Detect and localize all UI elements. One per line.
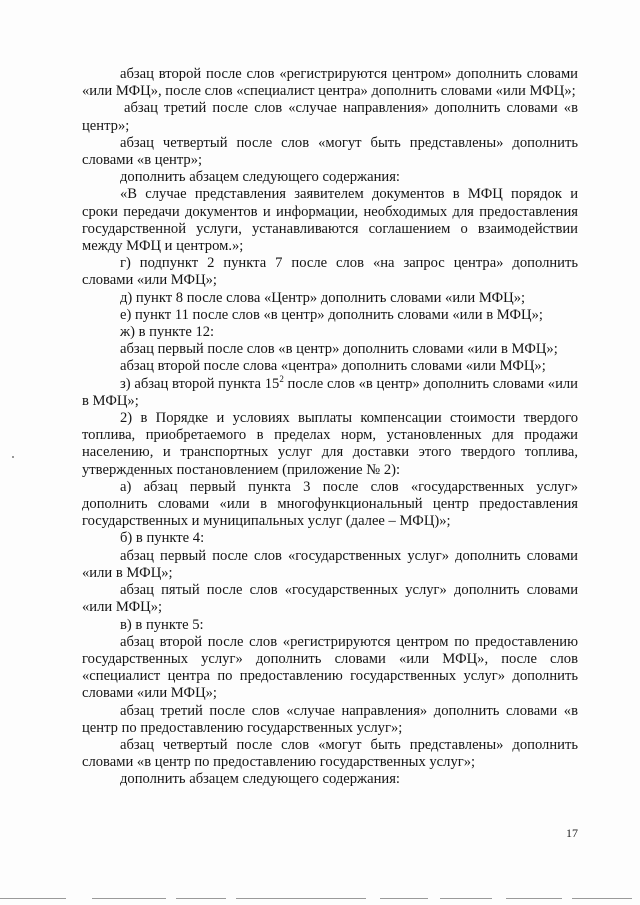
paragraph: абзац пятый после слов «государственных услуг» дополнить словами «или МФЦ»; xyxy=(82,582,578,616)
paragraph: дополнить абзацем следующего содержания: xyxy=(120,771,400,788)
paragraph-text-before: з) абзац второй пункта 15 xyxy=(120,375,280,392)
paragraph-with-superscript xyxy=(82,373,578,410)
scan-edge-line xyxy=(92,898,166,899)
paragraph: абзац второй после слов «регистрируются центром» дополнить словами «или МФЦ», после слов «специалист центра» дополнить словами «или МФЦ»; xyxy=(82,66,578,100)
paragraph: абзац третий после слов «случае направления» дополнить словами «в центр»; xyxy=(82,100,578,134)
paragraph: абзац четвертый после слов «могут быть представлены» дополнить словами «в центр по предоставлению государственных услуг»; xyxy=(82,736,578,771)
paragraph: д) пункт 8 после слова «Центр» дополнить словами «или МФЦ»; xyxy=(120,289,526,306)
paragraph: в) в пункте 5: xyxy=(120,616,204,633)
paragraph: абзац второй после слова «центра» дополнить словами «или МФЦ»; xyxy=(120,358,546,375)
paragraph: а) абзац первый пункта 3 после слов «государственных услуг» дополнить словами «или в многофункциональный центр предоставления государственных и муниципальных услуг (далее – МФЦ)»; xyxy=(82,478,578,530)
paragraph: г) подпункт 2 пункта 7 после слов «на запрос центра» дополнить словами «или МФЦ»; xyxy=(82,255,578,289)
paragraph: абзац третий после слов «случае направления» дополнить словами «в центр по предоставлению государственных услуг»; xyxy=(82,702,578,736)
scan-edge-line xyxy=(380,898,428,899)
scan-edge-line xyxy=(0,898,66,899)
paragraph: ж) в пункте 12: xyxy=(120,324,215,341)
paragraph: 2) в Порядке и условиях выплаты компенсации стоимости твердого топлива, приобретаемого в пределах норм, установленных для продажи населению, и транспортных услуг для доставки этого твердого топлива, утвержденных постановлением (приложение № 2): xyxy=(82,410,578,478)
superscript: 2 xyxy=(279,373,284,384)
scan-edge-line xyxy=(440,898,492,899)
margin-mark xyxy=(12,456,14,458)
quoted-paragraph: «В случае представления заявителем документов в МФЦ порядок и сроки передачи документов и информации, необходимых для предоставления государственной услуги, устанавливаются соглашением о взаимодействии между МФЦ и центром.»; xyxy=(82,186,578,255)
document-body xyxy=(82,66,578,789)
paragraph: б) в пункте 4: xyxy=(120,530,205,547)
scan-edge-line xyxy=(572,898,632,899)
scan-edge-line xyxy=(506,898,562,899)
paragraph: абзац первый после слов «государственных услуг» дополнить словами «или в МФЦ»; xyxy=(82,547,578,581)
paragraph: абзац четвертый после слов «могут быть представлены» дополнить словами «в центр»; xyxy=(82,134,578,169)
paragraph: абзац второй после слов «регистрируются центром по предоставлению государственных услуг» дополнить словами «или МФЦ», после слов «специалист центра по предоставлению государственных услуг» дополнить словами «или МФЦ»; xyxy=(82,633,578,702)
paragraph-text-after: после слов «в центр» дополнить словами «или в МФЦ»; xyxy=(82,375,578,409)
paragraph: е) пункт 11 после слов «в центр» дополнить словами «или в МФЦ»; xyxy=(120,306,543,323)
scan-edge-line xyxy=(176,898,226,899)
page-number: 17 xyxy=(566,826,578,840)
paragraph: дополнить абзацем следующего содержания: xyxy=(120,169,400,186)
paragraph: абзац первый после слов «в центр» дополнить словами «или в МФЦ»; xyxy=(120,341,558,358)
scan-edge-line xyxy=(236,898,366,899)
